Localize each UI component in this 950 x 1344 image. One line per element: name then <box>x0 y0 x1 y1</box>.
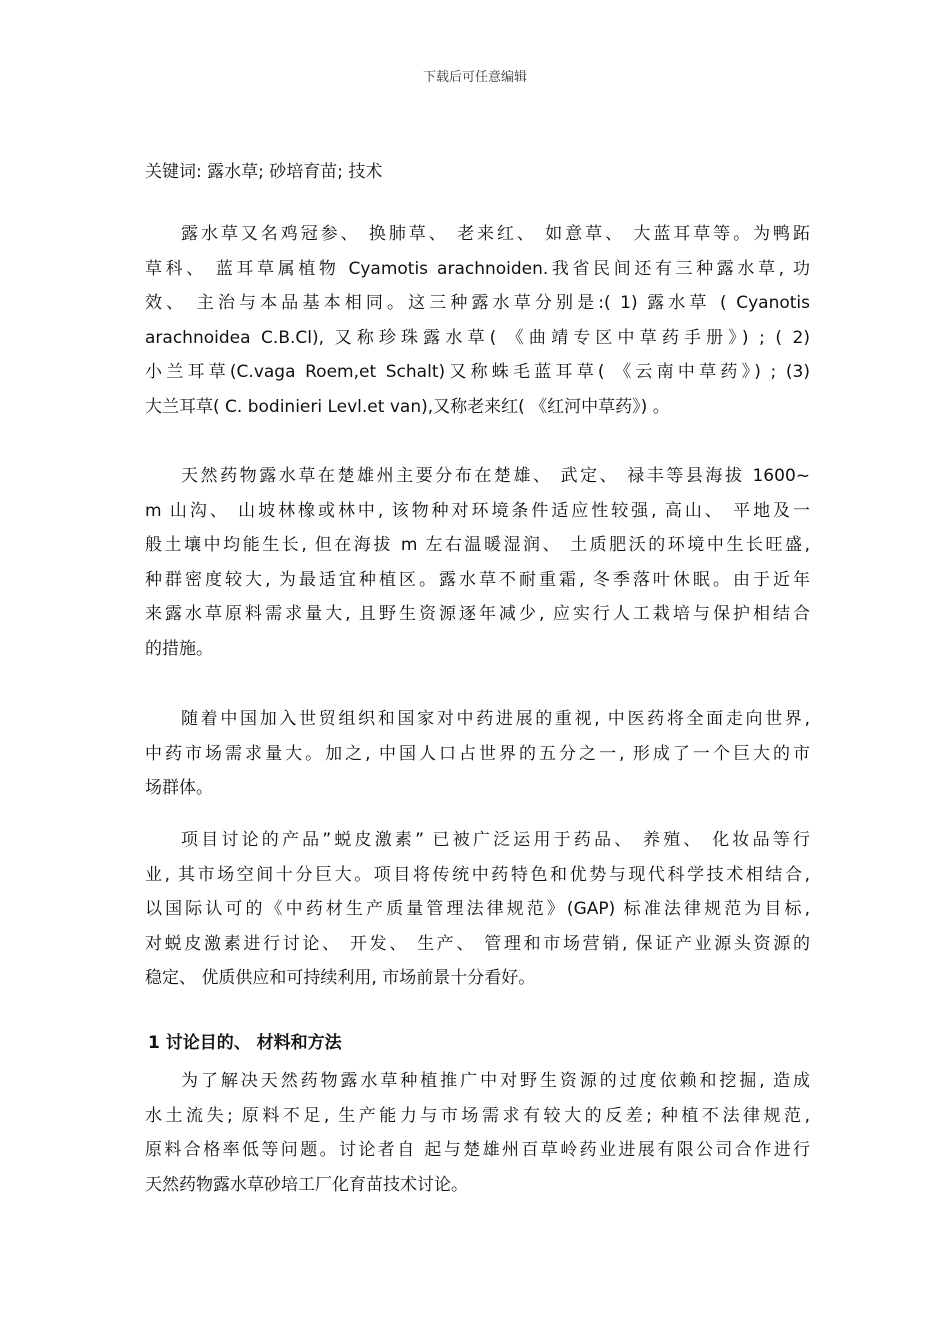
p2-line: 来露水草原料需求量大, 且野生资源逐年减少, 应实行人工栽培与保护相结合 <box>145 604 810 624</box>
p2-line: 的措施。 <box>145 638 213 659</box>
page-header: 下载后可任意编辑 <box>422 70 527 85</box>
p2-line: 种群密度较大, 为最适宜种植区。露水草不耐重霜, 冬季落叶休眠。由于近年 <box>145 569 810 590</box>
paragraph-2 <box>145 459 810 666</box>
p2-line: 天然药物露水草在楚雄州主要分布在楚雄、 武定、 禄丰等县海拔 1600~ <box>181 466 810 486</box>
p3-line: 随着中国加入世贸组织和国家对中药进展的重视, 中医药将全面走向世界, <box>181 709 810 729</box>
p3-line: 中药市场需求量大。加之, 中国人口占世界的五分之一, 形成了一个巨大的市 <box>145 743 810 764</box>
p5-line: 为了解决天然药物露水草种植推广中对野生资源的过度依赖和挖掘, 造成 <box>181 1071 810 1091</box>
paragraph-3 <box>145 702 810 806</box>
p2-line: 般土壤中均能生长, 但在海拔 m 左右温暖湿润、 土质肥沃的环境中生长旺盛, <box>145 535 810 555</box>
p4-line: 以国际认可的《中药材生产质量管理法律规范》(GAP) 标准法律规范为目标, <box>145 899 810 919</box>
p4-line: 稳定、 优质供应和可持续利用, 市场前景十分看好。 <box>145 968 536 988</box>
p5-line: 原料合格率低等问题。讨论者自 起与楚雄州百草岭药业进展有限公司合作进行 <box>145 1140 810 1160</box>
p3-line: 场群体。 <box>145 778 213 798</box>
p1-line: 大兰耳草( C. bodinieri Levl.et van),又称老来红( 《红河中草药》) 。 <box>145 396 670 417</box>
keywords-line: 关键词: 露水草; 砂培育苗; 技术 <box>145 162 383 182</box>
p1-line: 草科、 蓝耳草属植物 Cyamotis arachnoiden.我省民间还有三种露水草, 功 <box>145 258 810 279</box>
p1-line: arachnoidea C.B.Cl), 又称珍珠露水草( 《曲靖专区中草药手册》) ; ( 2) <box>145 327 810 348</box>
paragraph-1 <box>145 217 810 424</box>
p4-line: 对蜕皮激素进行讨论、 开发、 生产、 管理和市场营销, 保证产业源头资源的 <box>145 933 810 954</box>
p5-line: 水土流失; 原料不足, 生产能力与市场需求有较大的反差; 种植不法律规范, <box>145 1105 810 1126</box>
paragraph-5 <box>145 1064 810 1202</box>
paragraph-4 <box>145 823 810 996</box>
p2-line: m 山沟、 山坡林橡或林中, 该物种对环境条件适应性较强, 高山、 平地及一 <box>145 500 810 521</box>
p1-line: 效、 主治与本品基本相同。这三种露水草分别是:( 1) 露水草 ( Cyanotis <box>145 293 810 313</box>
p4-line: 业, 其市场空间十分巨大。项目将传统中药特色和优势与现代科学技术相结合, <box>145 864 810 885</box>
p4-line: 项目讨论的产品”蜕皮激素” 已被广泛运用于药品、 养殖、 化妆品等行 <box>181 830 810 850</box>
p5-line: 天然药物露水草砂培工厂化育苗技术讨论。 <box>145 1174 468 1195</box>
section-heading-1: 1 讨论目的、 材料和方法 <box>148 1033 342 1053</box>
p1-line: 小兰耳草(C.vaga Roem,et Schalt)又称蛛毛蓝耳草( 《云南中草药》) ; (3) <box>145 362 810 382</box>
p1-line: 露水草又名鸡冠参、 换肺草、 老来红、 如意草、 大蓝耳草等。为鸭跖 <box>181 224 810 244</box>
